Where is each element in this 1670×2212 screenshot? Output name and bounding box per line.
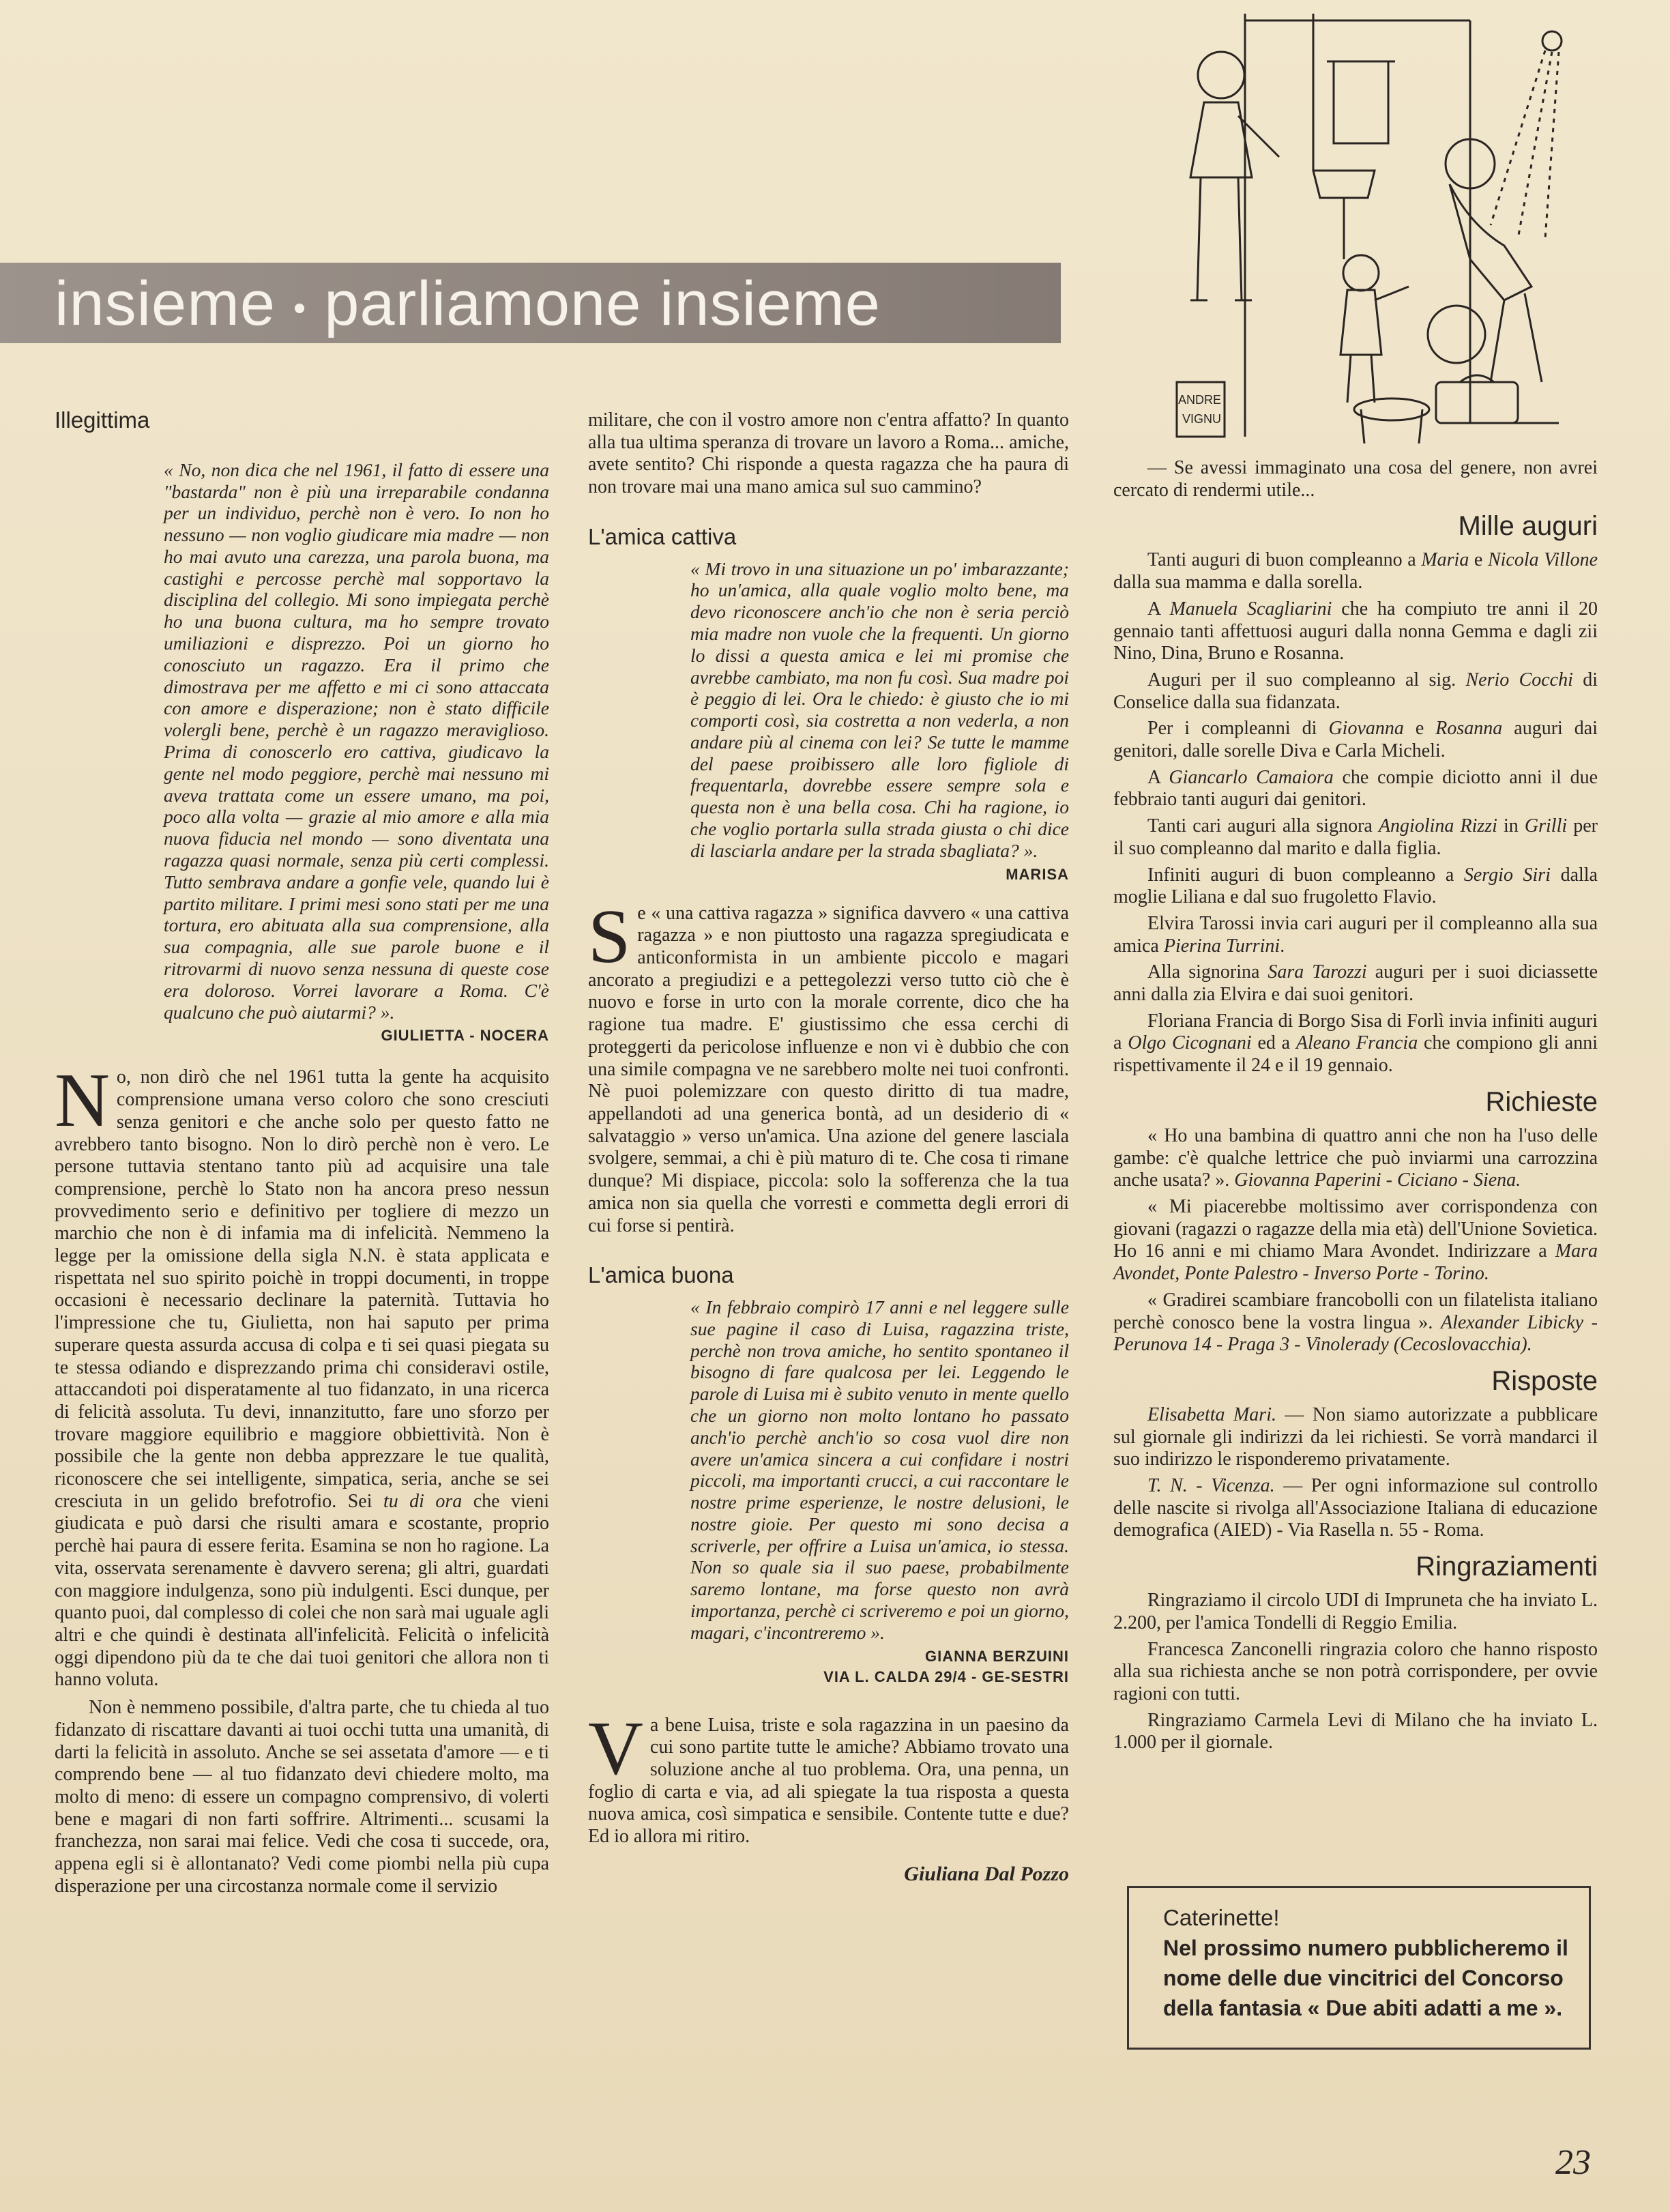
announcement-lead: Caterinette! (1163, 1905, 1280, 1930)
mother-dress (1190, 102, 1252, 177)
richieste-list (1113, 1125, 1598, 1356)
stool (1354, 398, 1429, 420)
auguri-item-2: A Manuela Scagliarini che ha compiuto tre anni il 20 gennaio tanti affettuosi auguri dalla nonna Gemma e dagli zii Nino, Dina, Bruno e Rosanna. (1113, 598, 1598, 665)
ringraziamento-item-2: Francesca Zanconelli ringrazia coloro che hanno risposto alla sua richiesta anche se non potrà corrispondere, per ovvie ragioni con tutti. (1113, 1638, 1598, 1704)
sink (1313, 171, 1375, 198)
father-body (1450, 184, 1532, 300)
auguri-list (1113, 549, 1598, 1077)
answer-luisa (588, 1706, 1069, 1848)
answer-p1: o, non dirò che nel 1961 tutta la gente ha acquisito comprensione umana verso coloro che sono cresciuti senza genitori e che anche solo per questo fatto ne avrebbero tanto bisogno. Non lo dirò perchè non è vero. Le persone tuttavia stentano tanto più ad acquisire una tale comprensione, perchè lo Stato non ha ancora preso nessun provvedimento serio e definitivo per togliere di mezzo un marchio che non è di infamia ma di infelicità. Nemmeno la legge per la omissione della sigla N.N. è stata applicata e rispettata nel suo spirito poichè in troppi documenti, in troppe occasioni è necessario declinare la paternità. Tuttavia ho l'impressione che tu, Giulietta, non hai saputo per prima superare questa assurda accusa di colpa e ti sei quasi piegata su te stessa odiando e disprezzando prima chi consideravi ostile, attaccandoti poi disperatamente al tuo fidanzato, in una ricerca di felicità assoluta. Tu devi, innanzitutto, fare uno sforzo per trovare maggiore equilibrio e maggiore obbiettività. Non è possibile che la gente non debba apprezzare le tue qualità, riconoscere che sei intelligente, simpatica, seria, anche se sei cresciuta in un gelido brefotrofio. Sei (55, 1066, 549, 1512)
illustration-caption: — Se avessi immaginato una cosa del genere, non avrei cercato di rendermi utile... (1113, 457, 1598, 501)
column-2 (588, 409, 1069, 1886)
ringraziamento-item-1: Ringraziamo il circolo UDI di Impruneta che ha inviato L. 2.200, per l'amica Tondelli di Reggio Emilia. (1113, 1590, 1598, 1633)
heading-illegittima: Illegittima (55, 407, 150, 433)
banner-word-left: insieme (55, 269, 276, 338)
artist-signature-2: VIGNU (1182, 412, 1222, 426)
risposte-list (1113, 1404, 1598, 1542)
heading-risposte: Risposte (1491, 1365, 1598, 1396)
answer-marisa-text: e « una cattiva ragazza » significa davvero « una cattiva ragazza » e non piuttosto una ragazza spregiudicata e anticonformista in un ambiente piccolo e magari ancorato a pregiudizi e a pettegolezzi verso tutto ciò che è nuovo e forse in urto con la morale corrente, dico che ha ragione tua madre. E' giustissimo che essa cerchi di proteggerti da pericolose influenze e non vi è dubbio che con una simile compagna ve ne sarebbero molte nei tuoi confronti. Nè puoi polemizzare con questo diritto di tua madre, appellandoti ad una generica bontà, ad un desiderio di « salvataggio » verso un'amica. Una azione del genere lasciala svolgere, semmai, a chi è più maturo di te. Che cosa ti rimane dunque? Mi dispiace, piccola: solo la sofferenza che la tua amica non sia quella che vorresti e commetta degli errori di cui forse si pentirà. (588, 902, 1069, 1236)
auguri-item-5: A Giancarlo Camaiora che compie diciotto anni il due febbraio tanti auguri dai genitori. (1113, 766, 1598, 811)
author-signature: Giuliana Dal Pozzo (904, 1862, 1069, 1885)
signature-gianna-name: GIANNA BERZUINI (925, 1647, 1069, 1665)
column-3 (1113, 457, 1598, 1758)
cartoon-illustration (1149, 0, 1572, 450)
signature-giulietta: GIULIETTA - NOCERA (381, 1027, 549, 1045)
auguri-item-10: Floriana Francia di Borgo Sisa di Forlì invia infiniti auguri a Olgo Cicognani ed a Aleano Francia che compiono gli anni rispettivamente il 24 e il 19 gennaio. (1113, 1010, 1598, 1077)
heading-amica-cattiva: L'amica cattiva (588, 523, 737, 549)
risposta-item-1: Elisabetta Mari. — Non siamo autorizzate a pubblicare sul giornale gli indirizzi da lei richiesti. Se vorrà mandarci il suo indirizzo le risponderemo privatamente. (1113, 1403, 1598, 1470)
banner-separator: • (293, 288, 307, 328)
answer-p2: Non è nemmeno possibile, d'altra parte, che tu chieda al tuo fidanzato di riscattare davanti ai tuoi occhi tutta una umanità, di darti la felicità in assoluto. Anche se sei assetata d'amore — e ti comprendo bene — al tuo fidanzato devi chiedere molto, ma molto di meno: di essere un compagno comprensivo, di volerti bene e magari di non farti soffrire. Altrimenti... scusami la franchezza, non sarai mai felice. Vedi che cosa ti succede, ora, appena egli si è allontanato? Vedi come piombi nella più cupa disperazione per una circostanza normale come il servizio (55, 1697, 549, 1897)
signature-gianna-address: VIA L. CALDA 29/4 - GE-SESTRI (823, 1668, 1069, 1685)
drop-cap-s: S (588, 894, 631, 979)
auguri-item-4: Per i compleanni di Giovanna e Rosanna auguri dai genitori, dalle sorelle Diva e Carla Micheli. (1113, 718, 1598, 762)
heading-ringraziamenti: Ringraziamenti (1416, 1552, 1598, 1582)
signature-marisa: MARISA (1006, 865, 1069, 883)
col2-continuation: militare, che con il vostro amore non c'entra affatto? In quanto alla tua ultima speranza di trovare un lavoro a Roma... amiche, avete sentito? Chi risponde a questa ragazza che ha paura di non trovare mai una mano amica sul suo cammino? (588, 409, 1069, 498)
risposta-item-2: T. N. - Vicenza. — Per ogni informazione sul controllo delle nascite si rivolga all'Associazione Italiana di educazione demografica (AIED) - Via Rasella n. 55 - Roma. (1113, 1475, 1598, 1541)
auguri-item-6: Tanti cari auguri alla signora Angiolina Rizzi in Grilli per il suo compleanno dal marito e dalla figlia. (1113, 815, 1598, 859)
shower-head (1542, 31, 1562, 50)
ringraziamenti-list (1113, 1590, 1598, 1754)
heading-amica-buona: L'amica buona (588, 1262, 734, 1288)
letter-gianna: « In febbraio compirò 17 anni e nel leggere sulle sue pagine il caso di Luisa, ragazzina triste, perchè non trova amiche, ho sentito spontaneo il bisogno di fare qualcosa per lei. Leggendo le parole di Luisa mi è subito venuto in mente quello che un giorno non molto lontano ho passato anch'io perchè anch'io so cosa vuol dire non avere un'amica sincera a cui confidare i nostri piccoli, ma importanti crucci, a cui raccontare le nostre prime esperienze, le nostre delusioni, le nostre gioie. Per questo mi sono decisa a scriverle, per offrire a Luisa un'amica, io stessa. Non so quale sia il suo paese, probabilmente saremo lontane, ma forse questo non avrà importanza, perchè ci scriveremo e poi un giorno, magari, c'incontreremo ». (690, 1296, 1069, 1643)
suitcase (1436, 382, 1518, 423)
artist-signature-1: ANDRE (1178, 393, 1222, 407)
ringraziamento-item-3: Ringraziamo Carmela Levi di Milano che ha inviato L. 1.000 per il giornale. (1113, 1709, 1598, 1753)
announcement-box (1127, 1886, 1591, 2050)
answer-luisa-text: a bene Luisa, triste e sola ragazzina in un paesino da cui sono partite tutte le amiche? Abbiamo trovato una soluzione anche al tuo problema. Ora, una penna, un foglio di carta e via, ad ali spiegate la tua risposta a questa nuova amica, così simpatica e sensibile. Contente tutte e due? Ed io allora mi ritiro. (588, 1714, 1069, 1848)
answer-p1-tail: che vieni giudicata e può darsi che risulti amara e scostante, proprio perchè hai paura di essere ferita. Esamina se non ho ragione. La vita, osservata serenamente è davvero serena; gli altri, guardati con maggiore indulgenza, sono più indulgenti. Esci dunque, per quanto puoi, dal complesso di colei che non sarà mai uguale agli altri e che quindi è destinata all'infelicità. Felicità o infelicità oggi dipendono più da te che dai tuoi genitori che allora non ti hanno voluta. (55, 1490, 549, 1691)
richiesta-item-3: « Gradirei scambiare francobolli con un filatelista italiano perchè conosco bene la vostra lingua ». Alexander Libicky - Perunova 14 - Praga 3 - Vinolerady (Cecoslovacchia). (1113, 1289, 1598, 1356)
child-head (1343, 255, 1379, 291)
richiesta-item-2: « Mi piacerebbe moltissimo aver corrispondenza con giovani (ragazzi o ragazze della mia età) dell'Unione Sovietica. Ho 16 anni e mi chiamo Mara Avondet. Indirizzare a Mara Avondet, Ponte Palestro - Inverso Porte - Torino. (1113, 1195, 1598, 1285)
announcement-text: Nel prossimo numero pubblicheremo il nome delle due vincitrici del Concorso della fantasia « Due abiti adatti a me ». (1163, 1936, 1568, 2020)
auguri-item-7: Infiniti auguri di buon compleanno a Sergio Siri dalla moglie Liliana e dal suo frugoletto Flavio. (1113, 864, 1598, 908)
banner-word-right: parliamone insieme (324, 269, 881, 338)
auguri-item-9: Alla signorina Sara Tarozzi auguri per i suoi diciassette anni dalla zia Elvira e dai suoi genitori. (1113, 961, 1598, 1006)
letter-giulietta: « No, non dica che nel 1961, il fatto di essere una "bastarda" non è più una irreparabile condanna per un individuo, perchè non è vero. Io non ho nessuno — non voglio giudicare mia madre — non ho mai avuto una carezza, una parola buona, ma castighi e percosse perchè mal sopportavo la disciplina del collegio. Mi sono impiegata perchè ho una buona cultura, ma ho sempre trovato umiliazioni e disprezzo. Poi un giorno ho conosciuto un ragazzo. Era il primo che dimostrava per me affetto e mi ci sono attaccata con amore e disperazione; non è stato difficile volergli bene, perchè è un ragazzo meraviglioso. Prima di conoscerlo ero cattiva, giudicavo la gente nel modo peggiore, perchè mai nessuno mi aveva trattata come un essere umano, ma poi, poco alla volta — grazie al mio amore e alla mia nuova fiducia nel mondo — sono diventata una ragazza quasi normale, senza più certi complessi. Tutto sembrava andare a gonfie vele, quando lui è partito militare. I primi mesi sono stati per me una tortura, ero abituata alla sua comprensione, alla sua compagnia, alle sue parole buone e il ritrovarmi di nuovo senza nessuna di queste cose era doloroso. Vorrei lavorare a Roma. C'è qualcuno che può aiutarmi? ». (164, 459, 549, 1023)
heading-richieste: Richieste (1485, 1086, 1598, 1117)
auguri-item-8: Elvira Tarossi invia cari auguri per il compleanno alla sua amica Pierina Turrini. (1113, 912, 1598, 957)
answer-p1-emphasis: tu di ora (383, 1490, 463, 1512)
letter-marisa: « Mi trovo in una situazione un po' imbarazzante; ho un'amica, alla quale voglio molto bene, ma devo riconoscere anch'io che non è seria perciò mia madre non vuole che la frequenti. Un giorno lo dissi a questa amica e lei mi promise che avrebbe cambiato, ma non fu così. Sua madre poi è peggio di lei. Ora le chiedo: è giusto che io mi comporti così, sia costretta a non vederla, a non andare più al cinema con lei? Se tutte le mamme del paese proibissero alle loro figliole di frequentarla, dovrebbe essere sempre sola e questa non è una bella cosa. Chi ha ragione, io che voglio portarla sulla strada giusta o chi dice di lasciarla andare per la strada sbagliata? ». (690, 557, 1069, 861)
mother-head (1198, 52, 1244, 98)
auguri-item-3: Auguri per il suo compleanno al sig. Nerio Cocchi di Conselice dalla sua fidanzata. (1113, 669, 1598, 713)
auguri-item-1: Tanti auguri di buon compleanno a Maria e Nicola Villone dalla sua mamma e dalla sorella. (1113, 549, 1598, 594)
ball (1428, 306, 1485, 363)
answer-giulietta (55, 1058, 549, 1691)
page-number: 23 (1555, 2143, 1591, 2182)
heading-mille-auguri: Mille auguri (1458, 511, 1598, 542)
drop-cap-n: N (55, 1058, 110, 1144)
answer-marisa (588, 894, 1069, 1238)
towel (1334, 61, 1388, 143)
column-1 (55, 409, 549, 1902)
section-banner-title (55, 266, 881, 341)
richiesta-item-1: « Ho una bambina di quattro anni che non ha l'uso delle gambe: c'è qualche lettrice che può inviarmi una carrozzina anche usata? ». Giovanna Paperini - Ciciano - Siena. (1113, 1124, 1598, 1191)
drop-cap-v: V (588, 1706, 643, 1791)
